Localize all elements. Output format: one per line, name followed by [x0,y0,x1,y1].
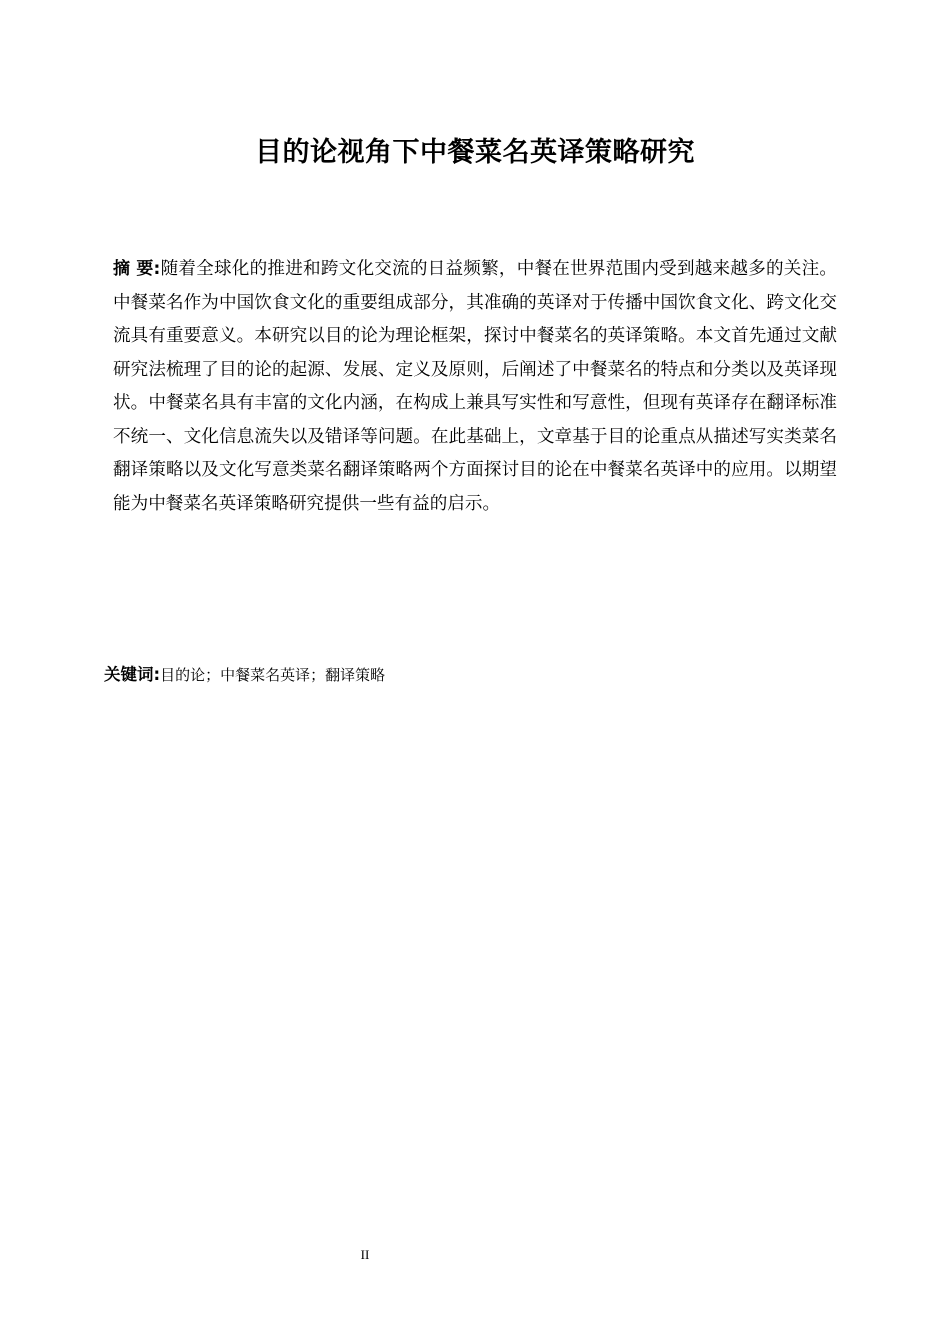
abstract-label: 摘 要: [113,259,161,279]
keywords-text: 目的论；中餐菜名英译；翻译策略 [160,666,386,684]
page-number: II [360,1247,370,1262]
abstract-paragraph [113,253,837,521]
keywords-line [104,662,844,688]
abstract-text: 随着全球化的推进和跨文化交流的日益频繁，中餐在世界范围内受到越来越多的关注。中餐菜名作为中国饮食文化的重要组成部分，其准确的英译对于传播中国饮食文化、跨文化交流具有重要意义。本研究以目的论为理论框架，探讨中餐菜名的英译策略。本文首先通过文献研究法梳理了目的论的起源、发展、定义及原则，后阐述了中餐菜名的特点和分类以及英译现状。中餐菜名具有丰富的文化内涵，在构成上兼具写实性和写意性，但现有英译存在翻译标准不统一、文化信息流失以及错译等问题。在此基础上，文章基于目的论重点从描述写实类菜名翻译策略以及文化写意类菜名翻译策略两个方面探讨目的论在中餐菜名英译中的应用。以期望能为中餐菜名英译策略研究提供一些有益的启示。 [113,259,837,514]
keywords-label: 关键词: [104,665,161,684]
paper-title: 目的论视角下中餐菜名英译策略研究 [255,137,695,168]
